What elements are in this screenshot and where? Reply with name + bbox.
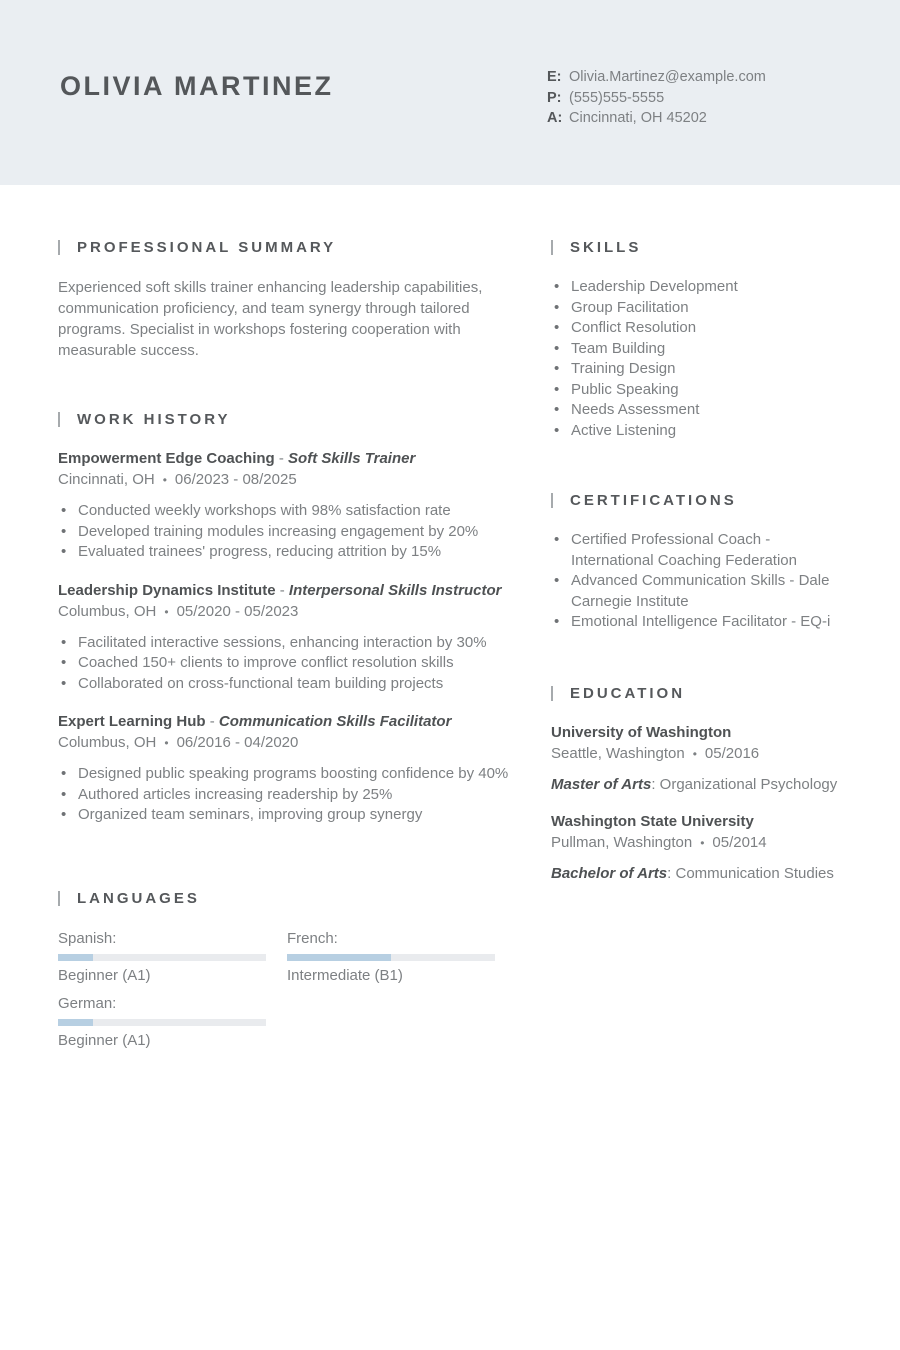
school-date: 05/2016 (704, 744, 760, 762)
languages-heading-text: LANGUAGES (77, 889, 200, 907)
heading-bar (58, 412, 60, 427)
job-bullet-list (58, 764, 515, 826)
job-entry-1 (58, 449, 515, 563)
certifications-heading-text: CERTIFICATIONS (570, 492, 737, 509)
heading-bar (551, 240, 553, 255)
job-location: Columbus, OH (58, 734, 157, 751)
skill-item: • Group Facilitation (551, 298, 847, 319)
job-role: Interpersonal Skills Instructor (288, 581, 502, 599)
section-certifications (551, 492, 847, 633)
certifications-list (551, 530, 847, 633)
bullet-item: • Developed training modules increasing engagement by 20% (58, 522, 515, 543)
language-french (287, 928, 495, 984)
job-bullet-list (58, 501, 515, 563)
language-german (58, 993, 266, 1049)
job-separator: - (278, 450, 284, 467)
meta-dot: • (700, 835, 705, 850)
meta-dot: • (164, 604, 169, 619)
job-role: Soft Skills Trainer (288, 450, 416, 467)
school-location: Pullman, Washington (551, 833, 693, 851)
language-name: Spanish: (58, 929, 117, 947)
languages-heading (58, 890, 515, 907)
contact-address-row (547, 108, 766, 129)
language-name: German: (58, 994, 117, 1012)
certification-item: • Emotional Intelligence Facilitator - EQ-i (551, 612, 847, 633)
skill-item: • Training Design (551, 359, 847, 380)
heading-bar (58, 240, 60, 255)
bullet-item: • Collaborated on cross-functional team building projects (58, 674, 515, 695)
job-bullet-list (58, 633, 515, 695)
email-value: Olivia.Martinez@example.com (569, 69, 766, 85)
job-dates: 05/2020 - 05/2023 (176, 602, 299, 620)
email-label: E: (547, 69, 562, 85)
candidate-name: OLIVIA MARTINEZ (60, 71, 334, 101)
languages-grid (58, 928, 515, 1049)
job-entry-3 (58, 712, 515, 826)
skill-item: • Team Building (551, 339, 847, 360)
address-label: A: (547, 110, 563, 126)
meta-dot: • (692, 746, 697, 761)
bullet-item: • Conducted weekly workshops with 98% satisfaction rate (58, 501, 515, 522)
certification-item: • Certified Professional Coach - International Coaching Federation (551, 530, 847, 571)
contact-phone-row (547, 88, 766, 109)
language-level: Beginner (A1) (58, 966, 151, 984)
section-professional-summary (58, 239, 515, 361)
language-progress-fill (58, 954, 93, 961)
certification-item: • Advanced Communication Skills - Dale Carnegie Institute (551, 571, 847, 612)
language-progress-track (58, 954, 266, 961)
degree-name: Master of Arts (551, 775, 652, 793)
skills-heading (551, 239, 847, 256)
language-progress-track (287, 954, 495, 961)
skill-item: • Needs Assessment (551, 400, 847, 421)
school-meta-line (551, 743, 847, 765)
resume-body (0, 185, 900, 1049)
language-progress-fill (287, 954, 391, 961)
meta-dot: • (164, 736, 169, 750)
job-role: Communication Skills Facilitator (218, 713, 452, 730)
language-spanish (58, 928, 266, 984)
language-level: Intermediate (B1) (287, 966, 403, 984)
language-name: French: (287, 929, 338, 947)
address-value: Cincinnati, OH 45202 (569, 110, 707, 126)
skill-item: • Active Listening (551, 421, 847, 442)
work-history-heading (58, 411, 515, 428)
work-history-heading-text: WORK HISTORY (77, 411, 231, 428)
job-meta-line (58, 601, 515, 623)
bullet-item: • Designed public speaking programs boosting confidence by 40% (58, 764, 515, 785)
section-education (551, 685, 847, 884)
degree-separator: : (667, 864, 672, 882)
job-dates: 06/2016 - 04/2020 (176, 734, 299, 751)
contact-email-row (547, 67, 766, 88)
degree-field: Communication Studies (675, 864, 834, 882)
education-heading (551, 685, 847, 702)
bullet-item: • Facilitated interactive sessions, enhancing interaction by 30% (58, 633, 515, 654)
job-title-line (58, 449, 515, 469)
bullet-item: • Coached 150+ clients to improve conflict resolution skills (58, 653, 515, 674)
section-languages (58, 890, 515, 1049)
language-progress-fill (58, 1019, 93, 1026)
job-location: Cincinnati, OH (58, 471, 155, 488)
heading-bar (551, 686, 553, 701)
job-entry-2 (58, 581, 515, 695)
skills-heading-text: SKILLS (570, 239, 642, 256)
left-column (58, 239, 515, 1049)
job-separator: - (279, 581, 285, 599)
bullet-item: • Evaluated trainees' progress, reducing attrition by 15% (58, 542, 515, 563)
school-location: Seattle, Washington (551, 744, 685, 762)
degree-field: Organizational Psychology (659, 775, 838, 793)
job-dates: 06/2023 - 08/2025 (174, 471, 297, 488)
skill-item: • Conflict Resolution (551, 318, 847, 339)
phone-value: (555)555-5555 (569, 89, 665, 106)
degree-line (551, 864, 847, 884)
skill-item: • Public Speaking (551, 380, 847, 401)
job-company: Expert Learning Hub (58, 713, 206, 730)
resume-header (0, 0, 900, 185)
job-meta-line (58, 469, 515, 491)
job-separator: - (209, 713, 215, 730)
job-company: Empowerment Edge Coaching (58, 450, 275, 467)
summary-heading (58, 239, 515, 256)
school-name: University of Washington (551, 723, 732, 741)
job-title-line (58, 581, 515, 601)
skill-item: • Leadership Development (551, 277, 847, 298)
degree-name: Bachelor of Arts (551, 864, 668, 882)
certifications-heading (551, 492, 847, 509)
skills-list (551, 277, 847, 441)
bullet-item: • Authored articles increasing readership by 25% (58, 785, 515, 806)
job-location: Columbus, OH (58, 602, 157, 620)
section-skills (551, 239, 847, 441)
education-heading-text: EDUCATION (570, 684, 686, 702)
job-company: Leadership Dynamics Institute (58, 581, 276, 599)
heading-bar (551, 493, 553, 508)
job-meta-line (58, 732, 515, 754)
job-title-line (58, 712, 515, 732)
school-meta-line (551, 832, 847, 854)
degree-line (551, 775, 847, 795)
school-entry-1 (551, 723, 847, 795)
bullet-item: • Organized team seminars, improving group synergy (58, 805, 515, 826)
heading-bar (58, 891, 60, 906)
section-work-history (58, 411, 515, 826)
phone-label: P: (547, 89, 562, 106)
summary-heading-text: PROFESSIONAL SUMMARY (77, 239, 337, 256)
language-level: Beginner (A1) (58, 1031, 151, 1049)
school-entry-2 (551, 812, 847, 884)
meta-dot: • (162, 473, 167, 487)
school-name: Washington State University (551, 812, 754, 830)
language-progress-track (58, 1019, 266, 1026)
school-date: 05/2014 (712, 833, 767, 851)
right-column (551, 239, 847, 1049)
degree-separator: : (651, 775, 656, 793)
contact-block (547, 67, 766, 129)
summary-text: Experienced soft skills trainer enhancing leadership capabilities, communication proficiency, and team synergy through tailored programs. Specialist in workshops fostering cooperation with measurable success. (58, 279, 483, 359)
